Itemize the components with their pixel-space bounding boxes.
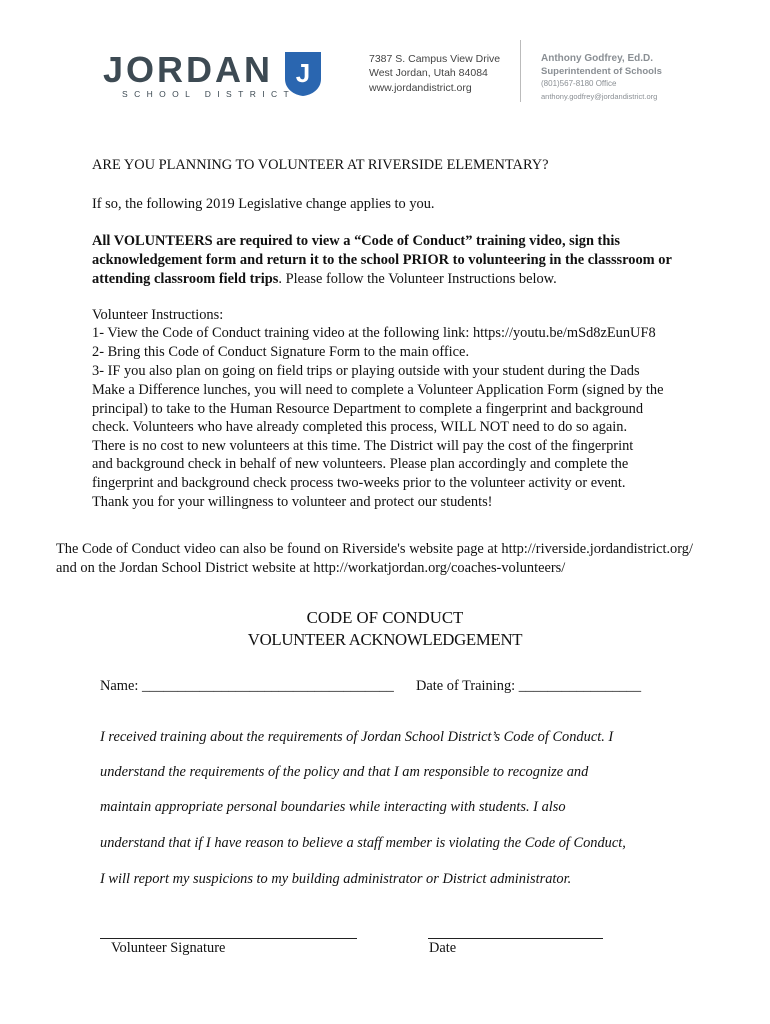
- district-logo-subtitle: SCHOOL DISTRICT: [122, 89, 296, 99]
- instruction-line: 1- View the Code of Conduct training video at the following link: https://youtu.be/mSd8zEunUF8: [92, 325, 656, 341]
- instruction-line: 3- IF you also plan on going on field trips or playing outside with your student during the Dads: [92, 363, 640, 379]
- instruction-line: Make a Difference lunches, you will need to complete a Volunteer Application Form (signed by the: [92, 382, 664, 398]
- instruction-line: There is no cost to new volunteers at this time. The District will pay the cost of the fingerprint: [92, 438, 634, 454]
- requirement-line-3: [92, 271, 557, 288]
- district-logo-wordmark: JORDAN: [103, 49, 274, 90]
- requirement-line-2: acknowledgement form and return it to the school PRIOR to volunteering in the classsroom or: [92, 252, 672, 268]
- instruction-line: Volunteer Instructions:: [92, 307, 224, 323]
- instruction-line: check. Volunteers who have already completed this process, WILL NOT need to do so again.: [92, 419, 628, 435]
- statement-line: I received training about the requirements of Jordan School District’s Code of Conduct. I: [100, 729, 614, 745]
- statement-line: understand the requirements of the policy and that I am responsible to recognize and: [100, 764, 589, 780]
- superintendent-email: anthony.godfrey@jordandistrict.org: [541, 91, 658, 101]
- district-address: [369, 53, 500, 96]
- superintendent-info: [541, 53, 662, 103]
- form-subtitle: VOLUNTEER ACKNOWLEDGEMENT: [247, 630, 523, 649]
- statement-line: maintain appropriate personal boundaries while interacting with students. I also: [100, 799, 566, 815]
- address-line-2: West Jordan, Utah 84084: [369, 66, 488, 79]
- form-title: CODE OF CONDUCT: [306, 608, 464, 627]
- instruction-line: 2- Bring this Code of Conduct Signature Form to the main office.: [92, 344, 470, 360]
- logo-shield-letter: J: [295, 58, 311, 88]
- instruction-line: principal) to take to the Human Resource Department to complete a fingerprint and background: [92, 401, 644, 417]
- superintendent-title: Superintendent of Schools: [541, 65, 662, 77]
- requirement-line-1: All VOLUNTEERS are required to view a “Code of Conduct” training video, sign this: [92, 233, 620, 249]
- intro-question: ARE YOU PLANNING TO VOLUNTEER AT RIVERSIDE ELEMENTARY?: [92, 157, 549, 173]
- statement-line: understand that if I have reason to believe a staff member is violating the Code of Conduct,: [100, 835, 626, 851]
- video-note-line-1: The Code of Conduct video can also be found on Riverside's website page at http://riverside.jordandistrict.org/: [56, 541, 693, 557]
- superintendent-phone: (801)567-8180 Office: [541, 79, 617, 88]
- requirement-bold-tail: attending classroom field trips: [92, 271, 279, 287]
- signature-label: Volunteer Signature: [111, 940, 226, 956]
- name-field-label: Name: ___________________________________: [100, 678, 394, 694]
- instruction-line: Thank you for your willingness to volunteer and protect our students!: [92, 494, 493, 510]
- training-date-field-label: Date of Training: _________________: [416, 678, 642, 694]
- district-website: www.jordandistrict.org: [369, 82, 472, 94]
- instruction-line: and background check in behalf of new volunteers. Please plan accordingly and complete the: [92, 456, 629, 472]
- requirement-follow-text: . Please follow the Volunteer Instructions below.: [278, 271, 557, 287]
- instruction-line: fingerprint and background check process two-weeks prior to the volunteer activity or event.: [92, 475, 626, 491]
- video-note-line-2: and on the Jordan School District website at http://workatjordan.org/coaches-volunteers/: [56, 560, 566, 576]
- intro-applies: If so, the following 2019 Legislative change applies to you.: [92, 196, 435, 212]
- letterhead-divider: [520, 40, 521, 102]
- statement-line: I will report my suspicions to my building administrator or District administrator.: [100, 871, 572, 887]
- date-signature-label: Date: [429, 940, 457, 956]
- superintendent-name: Anthony Godfrey, Ed.D.: [541, 53, 654, 64]
- address-line-1: 7387 S. Campus View Drive: [369, 53, 501, 65]
